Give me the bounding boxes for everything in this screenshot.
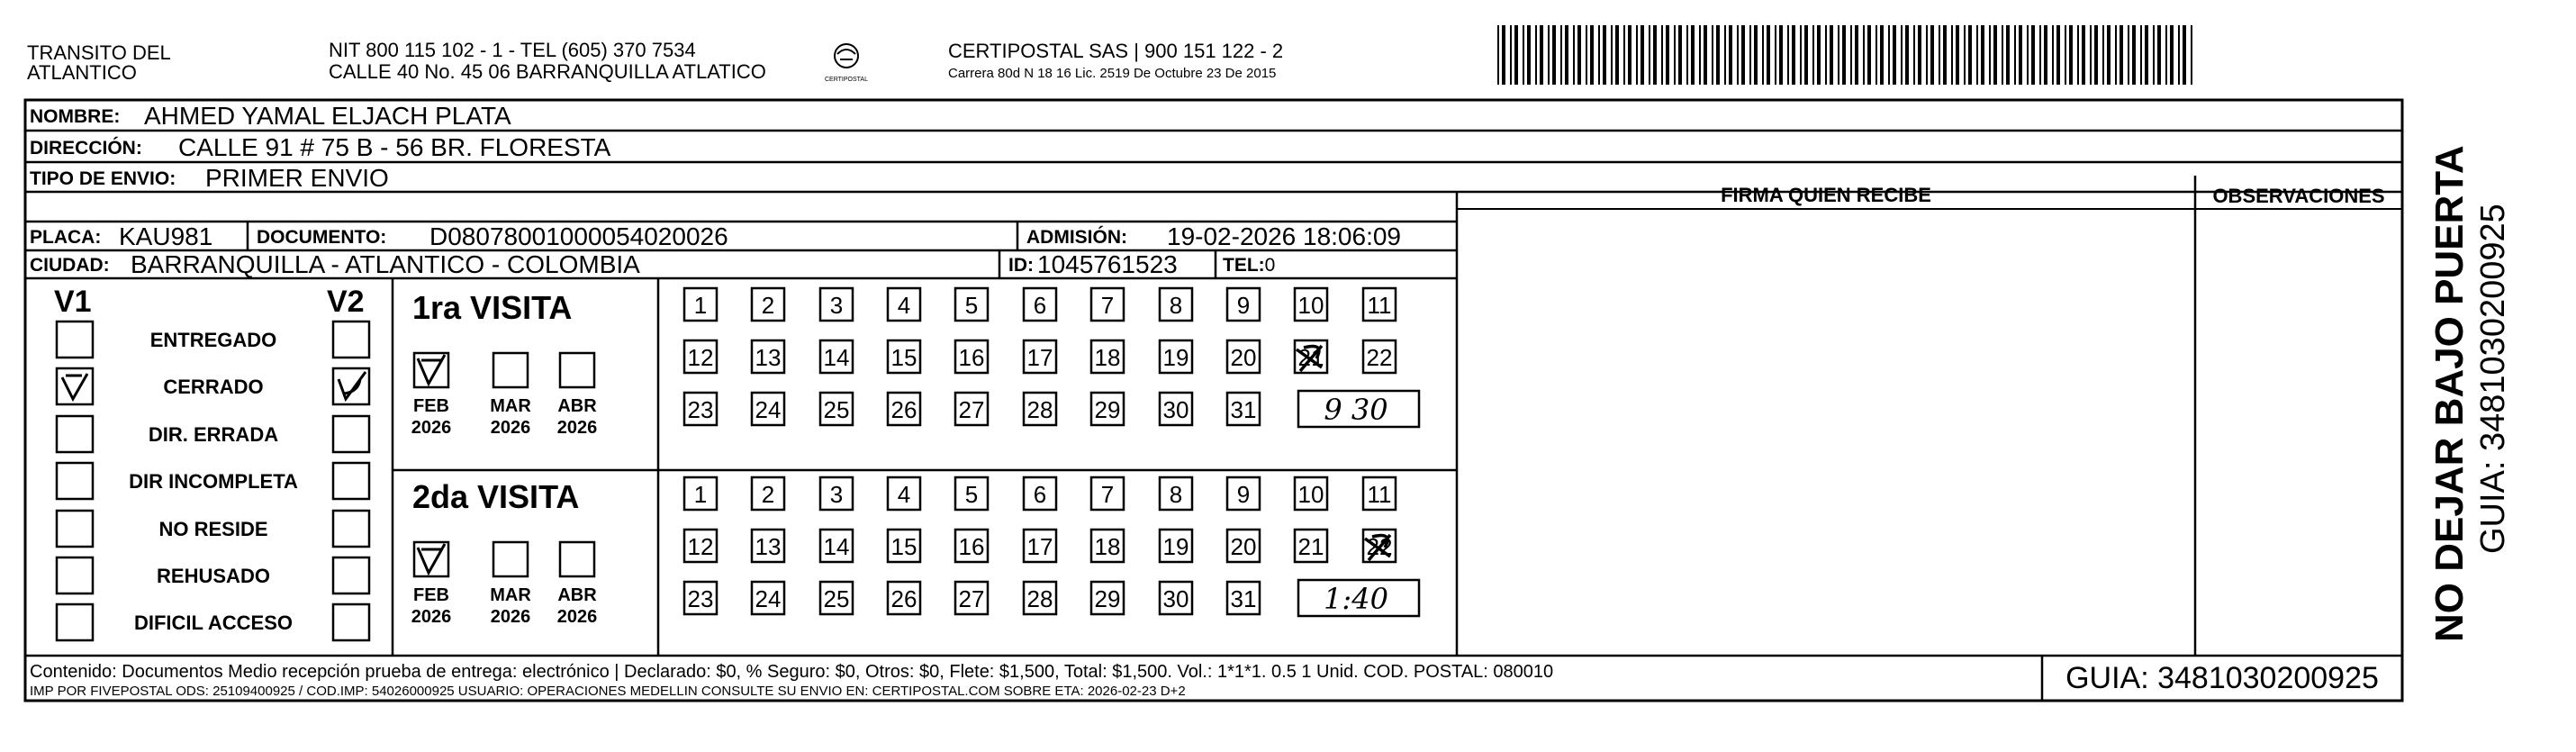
v2-checkbox[interactable]: [333, 463, 369, 499]
month-check-mark: [418, 544, 445, 573]
day-number: 30: [1162, 585, 1189, 612]
v1-label: V1: [54, 285, 92, 319]
day-number: 18: [1094, 344, 1121, 371]
status-label: DIR. ERRADA: [148, 423, 279, 446]
v2-checkbox[interactable]: [333, 416, 369, 452]
day-number: 21: [1297, 533, 1324, 560]
tel-label: TEL:: [1223, 255, 1265, 276]
day-number: 3: [829, 292, 844, 319]
placa-value: KAU981: [119, 222, 213, 250]
v2-checkbox[interactable]: [333, 322, 369, 358]
day-number: 8: [1169, 292, 1183, 319]
month-label: ABR: [557, 396, 597, 416]
day-number: 19: [1162, 533, 1189, 560]
day-number: 23: [687, 585, 714, 612]
firma-header: FIRMA QUIEN RECIBE: [1721, 184, 1931, 206]
nombre-value: AHMED YAMAL ELJACH PLATA: [144, 102, 511, 130]
day-number: 25: [823, 396, 850, 423]
day-number: 5: [964, 292, 979, 319]
id-value: 1045761523: [1037, 250, 1178, 278]
month-checkbox[interactable]: [493, 353, 528, 387]
year-label: 2026: [411, 607, 452, 627]
month-checkbox[interactable]: [493, 542, 528, 576]
status-label: DIFICIL ACCESO: [133, 612, 294, 634]
status-row: [57, 604, 369, 640]
nit-line: NIT 800 115 102 - 1 - TEL (605) 370 7534: [329, 39, 696, 61]
address-line: CALLE 40 No. 45 06 BARRANQUILLA ATLATICO: [329, 60, 766, 83]
v2-check-mark: [339, 372, 366, 399]
day-number: 2: [761, 481, 775, 508]
org-name-line2: ATLANTICO: [27, 61, 137, 84]
year-label: 2026: [556, 418, 598, 438]
id-label: ID:: [1008, 255, 1034, 276]
ciudad-label: CIUDAD:: [30, 255, 110, 276]
day-number: 28: [1026, 396, 1053, 423]
month-label: ABR: [557, 585, 597, 605]
day-number: 14: [823, 344, 850, 371]
status-row: [57, 511, 369, 547]
status-row: [57, 322, 369, 358]
year-label: 2026: [490, 607, 531, 627]
day-number: 1: [693, 292, 708, 319]
v1-checkbox[interactable]: [57, 557, 93, 593]
day-number: 25: [823, 585, 850, 612]
month-checkbox[interactable]: [560, 542, 594, 576]
handwritten-time: 1:40: [1324, 582, 1388, 616]
side-guia: GUIA: 3481030200925: [2474, 204, 2512, 554]
visit-title: 1ra VISITA: [412, 289, 573, 326]
courier-license: Carrera 80d N 18 16 Lic. 2519 De Octubre 23 De 2015: [948, 66, 1277, 81]
direccion-label: DIRECCIÓN:: [30, 138, 142, 159]
status-row: [57, 368, 369, 404]
day-number: 2: [761, 292, 775, 319]
status-label: CERRADO: [163, 376, 264, 398]
year-label: 2026: [411, 418, 452, 438]
day-number: 27: [958, 396, 985, 423]
svg-text:TEL:0: [1223, 255, 1275, 276]
documento-label: DOCUMENTO:: [257, 227, 387, 248]
day-number: 17: [1026, 344, 1053, 371]
year-label: 2026: [490, 418, 531, 438]
day-number: 31: [1230, 585, 1257, 612]
v1-checkbox[interactable]: [57, 511, 93, 547]
day-number: 30: [1162, 396, 1189, 423]
v1-checkbox[interactable]: [57, 416, 93, 452]
day-number: 5: [964, 481, 979, 508]
day-number: 6: [1033, 292, 1047, 319]
year-label: 2026: [556, 607, 598, 627]
v2-checkbox[interactable]: [333, 604, 369, 640]
certipostal-logo: [825, 44, 868, 83]
day-number: 17: [1026, 533, 1053, 560]
tipo-envio-value: PRIMER ENVIO: [205, 164, 389, 192]
footer-print-info: IMP POR FIVEPOSTAL ODS: 25109400925 / COD.IMP: 54026000925 USUARIO: OPERACIONES MEDELLIN CONSULTE SU ENVIO EN: CERTIPOSTAL.COM SOBRE ETA: 2026-02-23 D+2: [30, 684, 1186, 699]
no-dejar-bajo-puerta: NO DEJAR BAJO PUERTA: [2427, 145, 2472, 642]
day-number: 6: [1033, 481, 1047, 508]
admision-value: 19-02-2026 18:06:09: [1167, 222, 1401, 250]
day-number: 9: [1236, 481, 1251, 508]
tipo-envio-label: TIPO DE ENVIO:: [30, 168, 176, 189]
day-number: 4: [897, 481, 911, 508]
day-number: 13: [755, 533, 782, 560]
day-number: 22: [1366, 533, 1393, 560]
day-number: 31: [1230, 396, 1257, 423]
day-number: 13: [755, 344, 782, 371]
day-number: 24: [755, 396, 782, 423]
day-number: 12: [687, 533, 714, 560]
day-number: 22: [1366, 344, 1393, 371]
day-number: 10: [1297, 292, 1324, 319]
v2-checkbox[interactable]: [333, 511, 369, 547]
footer-guia: GUIA: 3481030200925: [2065, 661, 2379, 695]
svg-text:NOMBRE:: [30, 106, 120, 127]
status-row: [57, 463, 369, 499]
day-number: 29: [1094, 396, 1121, 423]
day-number: 19: [1162, 344, 1189, 371]
month-label: MAR: [490, 585, 531, 605]
day-number: 16: [958, 533, 985, 560]
day-number: 7: [1100, 292, 1115, 319]
status-label: NO RESIDE: [158, 518, 268, 540]
day-number: 4: [897, 292, 911, 319]
v1-checkbox[interactable]: [57, 604, 93, 640]
logo-text: CERTIPOSTAL: [825, 77, 868, 83]
ciudad-value: BARRANQUILLA - ATLANTICO - COLOMBIA: [131, 250, 640, 278]
footer-content: Contenido: Documentos Medio recepción prueba de entrega: electrónico | Declarado: $0, % Seguro: $0, Otros: $0, Flete: $1,500, Total: $1,500. Vol.: 1*1*1. 0.5 1 Unid. COD. POSTAL: 080010: [30, 662, 1554, 682]
second-visit: [411, 477, 1419, 627]
v1-checkbox[interactable]: [57, 463, 93, 499]
day-number: 20: [1230, 533, 1257, 560]
month-label: MAR: [490, 396, 531, 416]
day-number: 10: [1297, 481, 1324, 508]
nombre-label: NOMBRE:: [30, 106, 121, 127]
day-number: 27: [958, 585, 985, 612]
visit-title: 2da VISITA: [412, 478, 580, 515]
day-number: 24: [755, 585, 782, 612]
tel-value: 0: [1264, 255, 1276, 276]
day-number: 1: [693, 481, 708, 508]
status-row: [57, 557, 369, 593]
courier-line: CERTIPOSTAL SAS | 900 151 122 - 2: [948, 40, 1284, 62]
status-row: [57, 416, 369, 452]
barcode: [1497, 25, 2192, 85]
day-number: 15: [890, 533, 917, 560]
day-number: 16: [958, 344, 985, 371]
documento-value: D08078001000054020026: [429, 222, 728, 250]
v2-checkbox[interactable]: [333, 557, 369, 593]
day-number: 11: [1367, 292, 1392, 319]
v1-checkbox[interactable]: [57, 322, 93, 358]
direccion-value: CALLE 91 # 75 B - 56 BR. FLORESTA: [178, 133, 611, 161]
day-number: 26: [890, 396, 917, 423]
observaciones-header: OBSERVACIONES: [2212, 185, 2385, 207]
admision-label: ADMISIÓN:: [1026, 227, 1127, 248]
day-number: 15: [890, 344, 917, 371]
status-label: ENTREGADO: [149, 329, 277, 351]
month-label: FEB: [413, 396, 449, 416]
day-number: 21: [1297, 344, 1324, 371]
org-name-line1: TRANSITO DEL: [27, 41, 171, 64]
day-number: 12: [687, 344, 714, 371]
handwritten-time: 9 30: [1324, 393, 1388, 427]
day-number: 18: [1094, 533, 1121, 560]
day-number: 9: [1236, 292, 1251, 319]
status-label: REHUSADO: [157, 565, 270, 587]
day-number: 3: [829, 481, 844, 508]
day-number: 11: [1367, 481, 1392, 508]
day-number: 7: [1100, 481, 1115, 508]
day-number: 14: [823, 533, 850, 560]
day-number: 20: [1230, 344, 1257, 371]
placa-label: PLACA:: [30, 227, 102, 248]
v1-check-mark: [62, 374, 87, 399]
status-label: DIR INCOMPLETA: [129, 470, 298, 493]
first-visit: [411, 288, 1419, 438]
day-number: 23: [687, 396, 714, 423]
month-checkbox[interactable]: [560, 353, 594, 387]
month-check-mark: [418, 355, 445, 384]
day-number: 29: [1094, 585, 1121, 612]
month-label: FEB: [413, 585, 449, 605]
day-number: 8: [1169, 481, 1183, 508]
v2-label: V2: [327, 285, 365, 319]
day-number: 26: [890, 585, 917, 612]
day-number: 28: [1026, 585, 1053, 612]
